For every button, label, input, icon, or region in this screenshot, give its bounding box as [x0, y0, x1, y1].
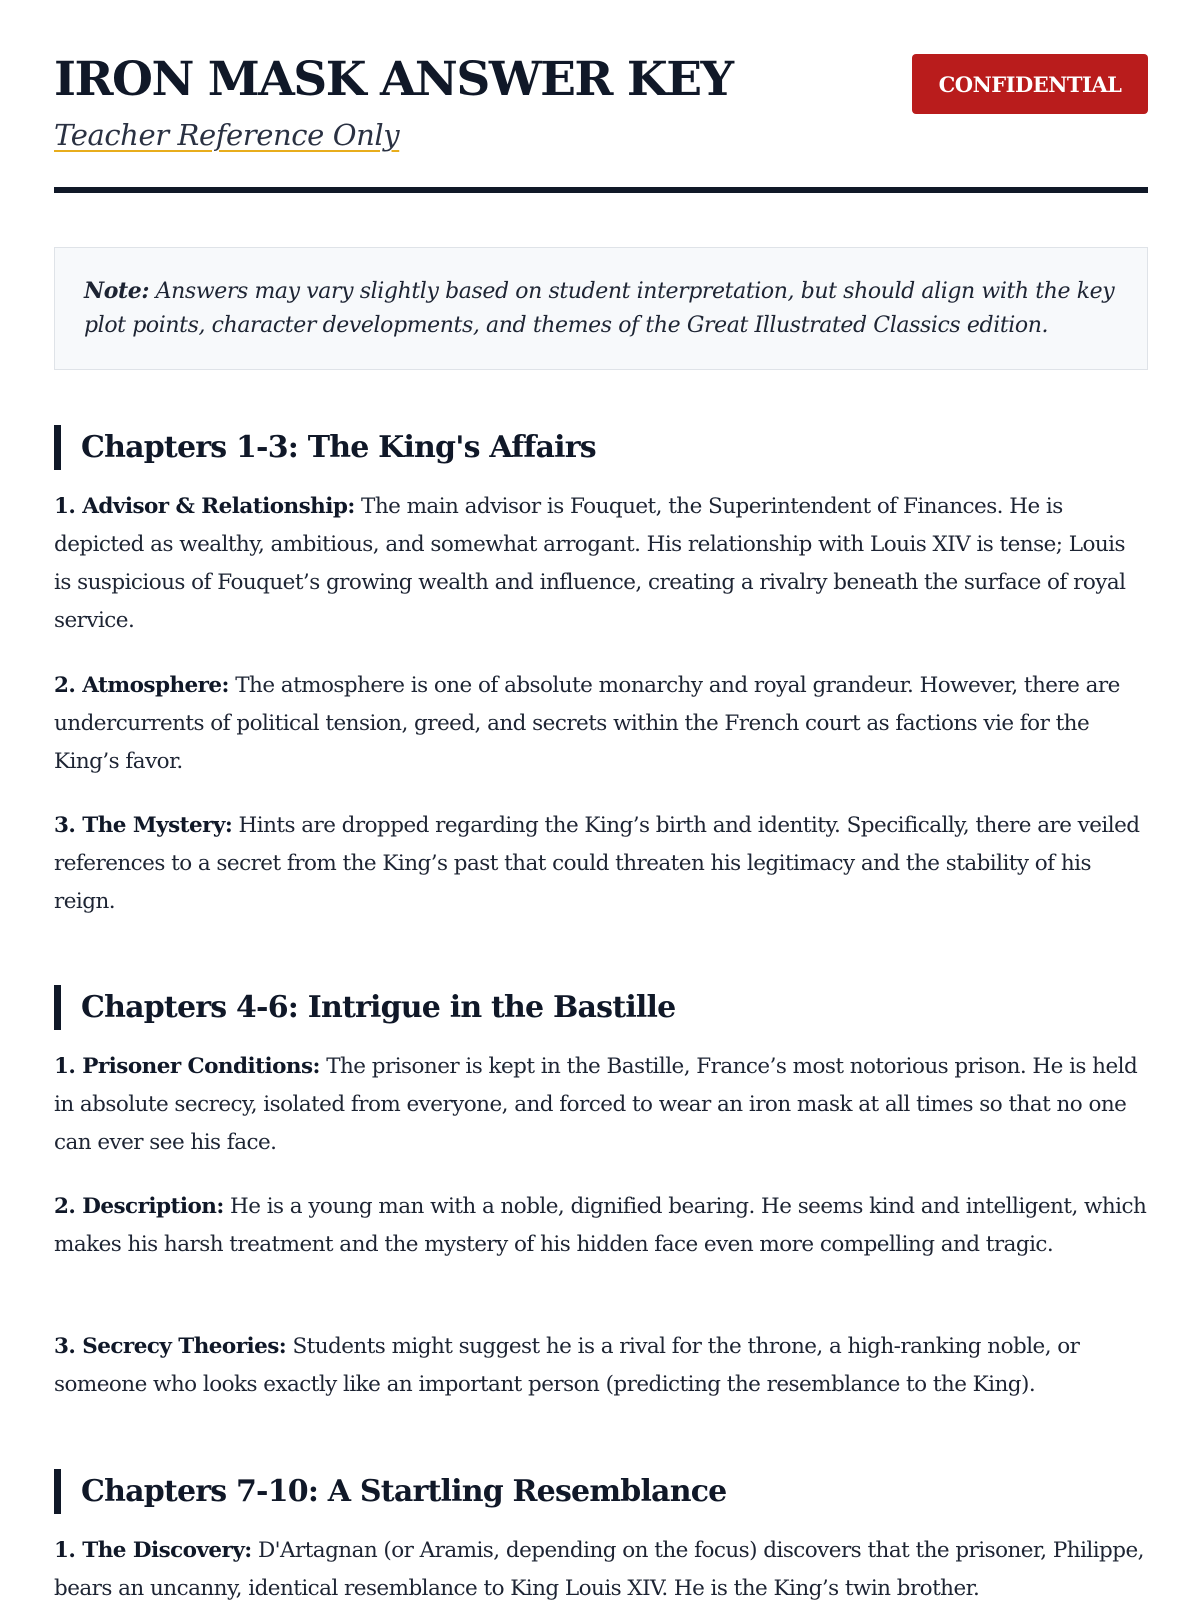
- answer-item: [54, 488, 1148, 640]
- section-heading-chapters-4-6: Chapters 4-6: Intrigue in the Bastille: [54, 985, 1148, 1030]
- answer-item: [54, 1188, 1148, 1264]
- answer-label: 2. Atmosphere:: [54, 673, 229, 698]
- answer-text: He is a young man with a noble, dignified bearing. He seems kind and intelligent, which makes his harsh treatment and the mystery of his hidden face even more compelling and tragic.: [54, 1194, 1147, 1257]
- page-title: IRON MASK ANSWER KEY: [54, 52, 733, 107]
- answer-label: 3. The Mystery:: [54, 813, 233, 838]
- answer-label: 1. Advisor & Relationship:: [54, 494, 355, 519]
- page-header: [54, 50, 1148, 195]
- note-box: [54, 247, 1148, 370]
- answer-item: [54, 807, 1148, 921]
- header-divider: [54, 187, 1148, 193]
- answer-label: 2. Description:: [54, 1194, 224, 1219]
- answer-text: Hints are dropped regarding the King’s birth and identity. Specifically, there are veiled references to a secret from the King’s past that could threaten his legitimacy and the stability of his reign.: [54, 813, 1140, 914]
- answer-text: Students might suggest he is a rival for the throne, a high-ranking noble, or someone who looks exactly like an important person (predicting the resemblance to the King).: [54, 1334, 1080, 1397]
- confidential-badge: CONFIDENTIAL: [912, 54, 1148, 114]
- answer-item: [54, 1048, 1148, 1162]
- section-heading-chapters-1-3: Chapters 1-3: The King's Affairs: [54, 425, 1148, 470]
- answer-text: The main advisor is Fouquet, the Superintendent of Finances. He is depicted as wealthy, ambitious, and somewhat arrogant. His relationship with Louis XIV is tense; Louis is suspicious of Fouquet’s growing wealth and influence, creating a rivalry beneath the surface of royal service.: [54, 494, 1126, 633]
- answer-text: The atmosphere is one of absolute monarchy and royal grandeur. However, there are undercurrents of political tension, greed, and secrets within the French court as factions vie for the King’s favor.: [54, 673, 1120, 774]
- page-subtitle: Teacher Reference Only: [54, 118, 400, 152]
- answer-item: [54, 667, 1148, 781]
- section-heading-chapters-7-10: Chapters 7-10: A Startling Resemblance: [54, 1469, 1148, 1514]
- note-text: Answers may vary slightly based on student interpretation, but should align with the key plot points, character developments, and themes of the Great Illustrated Classics edition.: [84, 279, 1115, 338]
- answer-item: [54, 1328, 1148, 1404]
- answer-item: [54, 1532, 1148, 1600]
- answer-text: D'Artagnan (or Aramis, depending on the focus) discovers that the prisoner, Philippe, bears an uncanny, identical resemblance to King Louis XIV. He is the King’s twin brother.: [54, 1538, 1144, 1600]
- answer-label: 1. The Discovery:: [54, 1538, 252, 1563]
- answer-label: 1. Prisoner Conditions:: [54, 1054, 320, 1079]
- answer-text: The prisoner is kept in the Bastille, France’s most notorious prison. He is held in absolute secrecy, isolated from everyone, and forced to wear an iron mask at all times so that no one can ever see his face.: [54, 1054, 1138, 1155]
- answer-label: 3. Secrecy Theories:: [54, 1334, 287, 1359]
- note-label: Note:: [84, 278, 150, 304]
